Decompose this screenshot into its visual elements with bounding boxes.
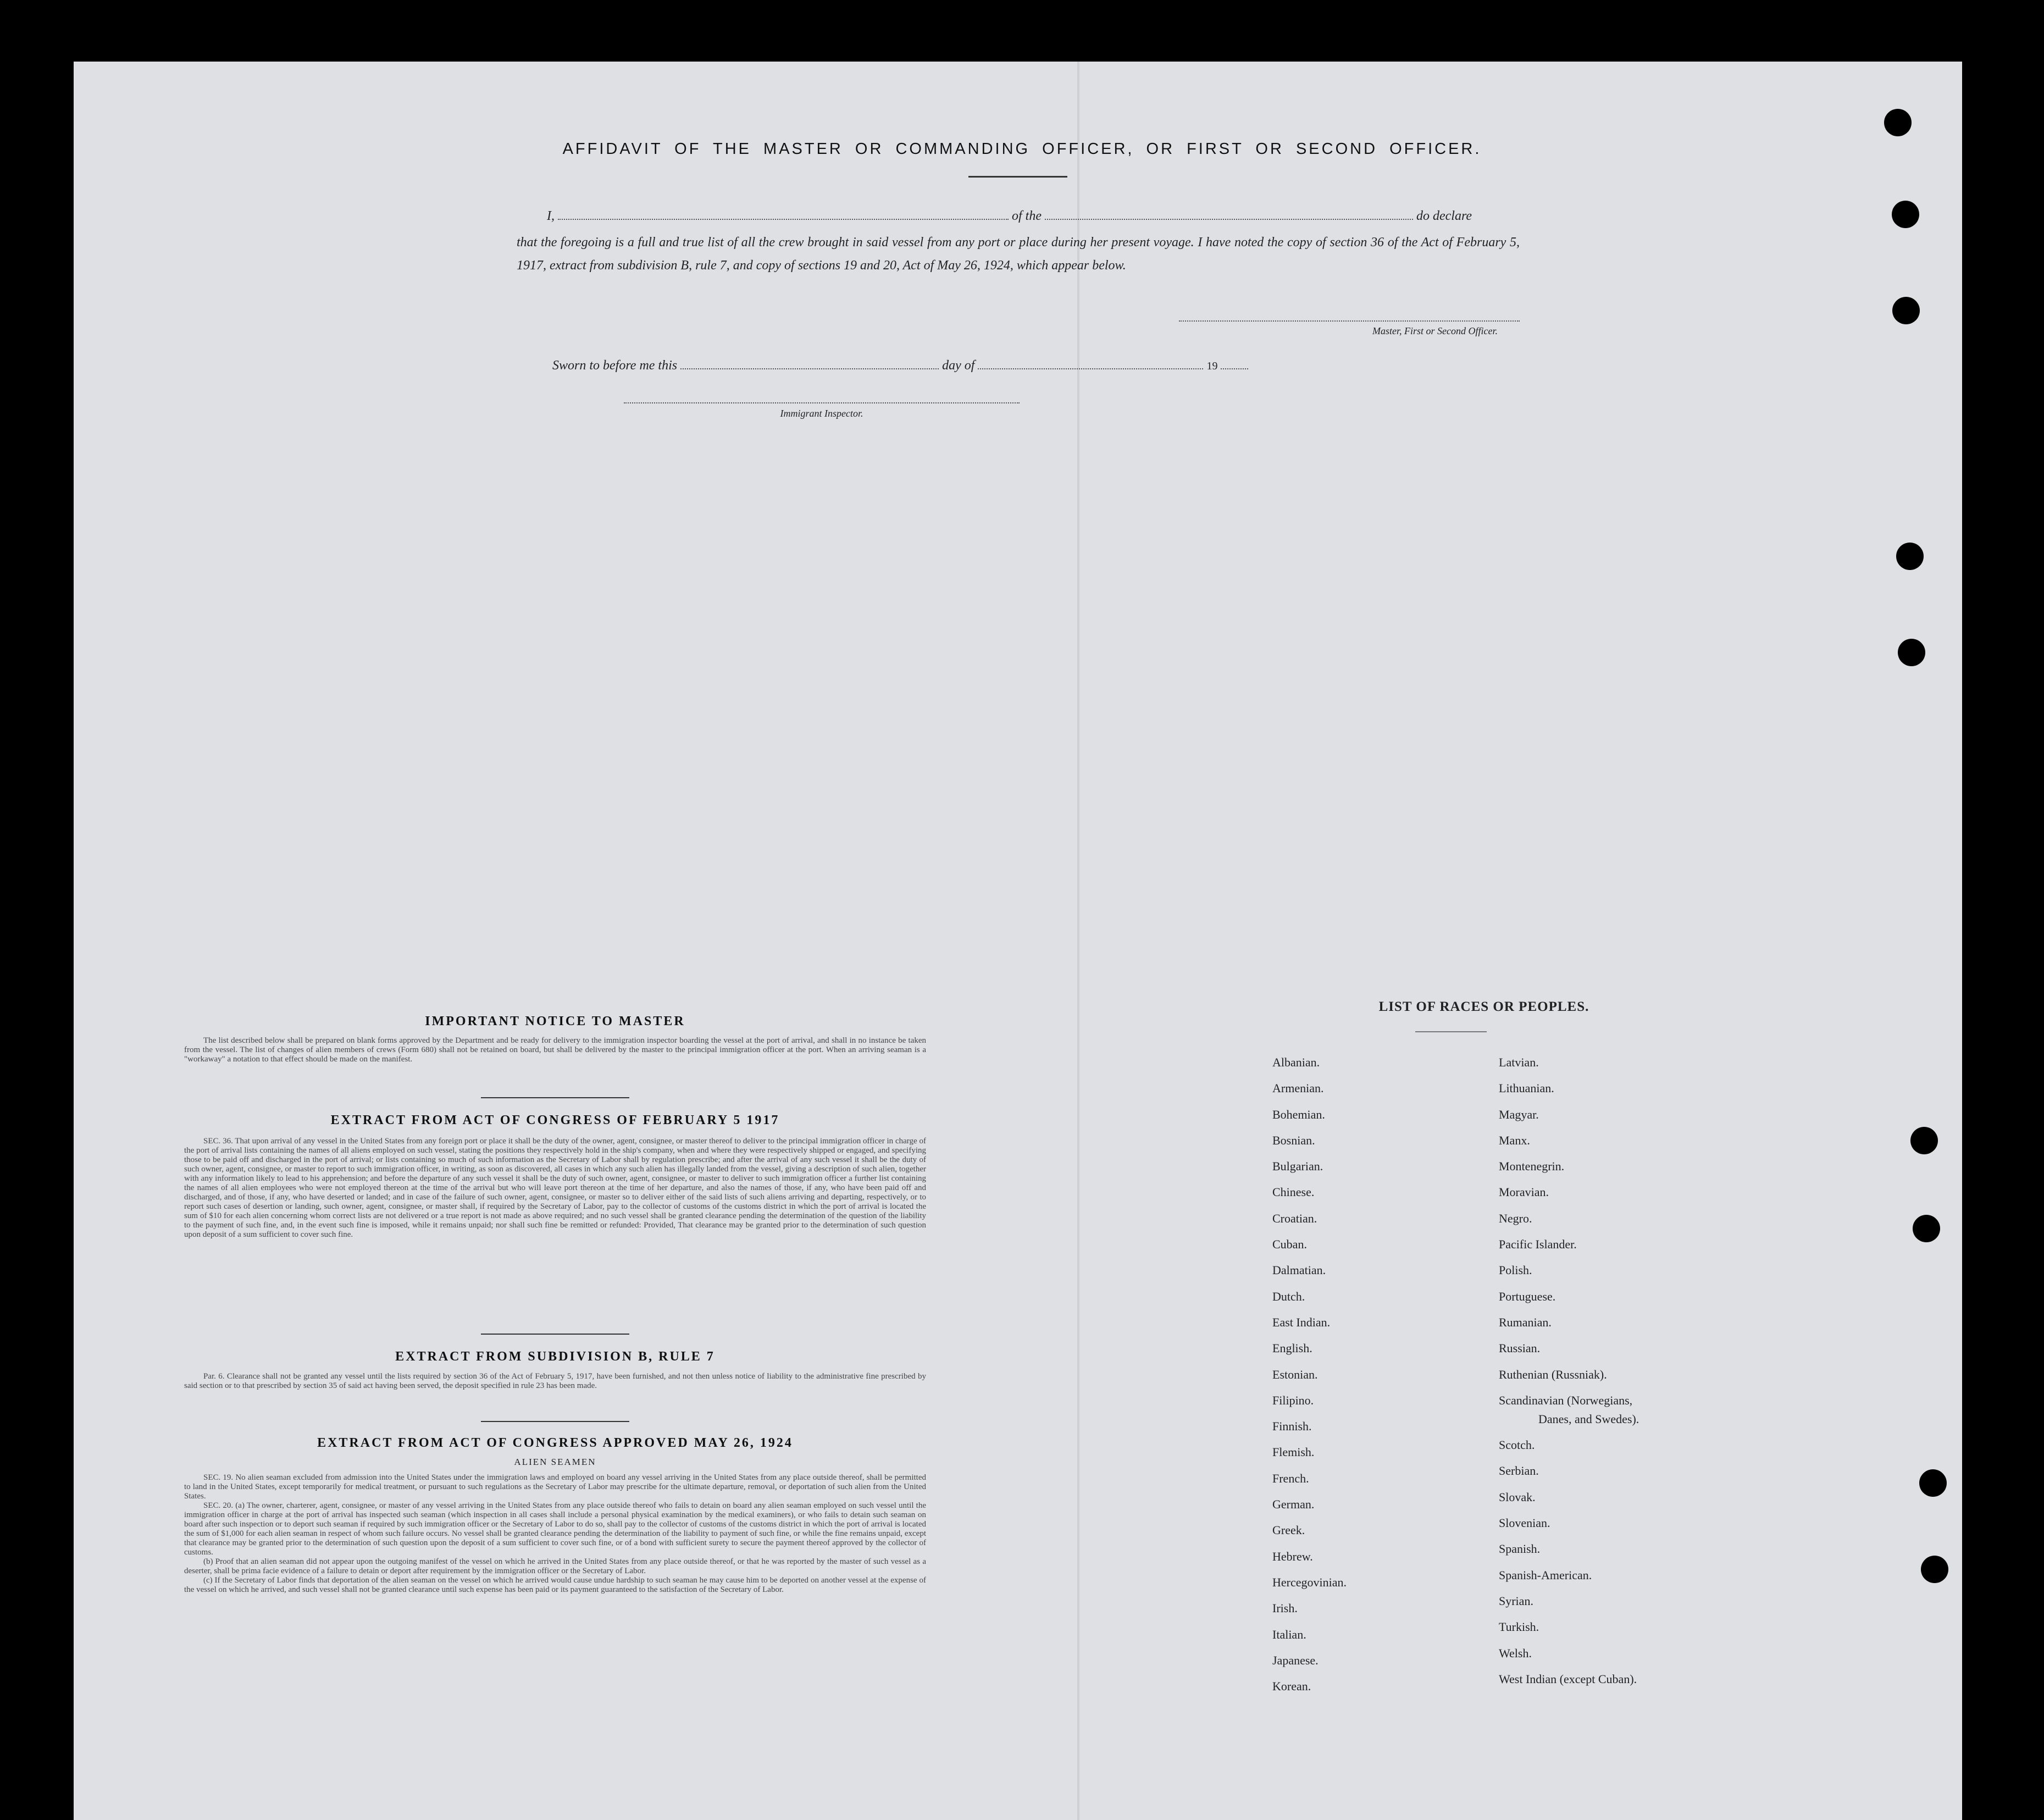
race-item: French. [1272,1471,1309,1485]
race-item: Serbian. [1499,1464,1539,1478]
affidavit-title: AFFIDAVIT OF THE MASTER OR COMMANDING OFFICER, OR FIRST OR SECOND OFFICER. [562,140,1482,158]
race-item: Albanian. [1272,1055,1320,1069]
sec-20c-paragraph: (c) If the Secretary of Labor finds that deportation of the alien seaman on the vessel on which he arrived would cause undue hardship to such seaman he may cause him to be deported on another vessel at the expense of the vessel on which he arrived, and such vessel shall not be granted clearance until such expense has been paid or its payment guaranteed to the satisfaction of the Secretary of Labor. [184,1576,926,1594]
race-item: Bosnian. [1272,1133,1315,1147]
race-item: Rumanian. [1499,1315,1552,1329]
punch-hole [1921,1556,1948,1583]
notice-title: IMPORTANT NOTICE TO MASTER [425,1014,685,1028]
punch-hole [1884,109,1912,136]
inspector-signature-field[interactable] [624,402,1020,403]
punch-hole [1896,543,1924,570]
race-item: Turkish. [1499,1620,1539,1634]
race-item: Spanish. [1499,1542,1541,1556]
races-column-1 [1272,1055,1347,1705]
name-field[interactable] [558,208,1009,220]
race-item: Slovenian. [1499,1516,1550,1530]
race-item: Estonian. [1272,1367,1318,1381]
punch-hole [1898,639,1925,666]
sworn-day-field[interactable] [680,357,939,369]
master-signature-label: Master, First or Second Officer. [1372,325,1498,336]
race-item: German. [1272,1497,1315,1512]
subdivision-text [184,1372,926,1391]
sec-19-paragraph: SEC. 19. No alien seaman excluded from admission into the United States under the immigration laws and employed on board any vessel arriving in the United States from any place outside thereof, shall be permitted to land in the United States, except temporarily for medical treatment, or pursuant to such regulations as the Secretary of Labor may prescribe for the ultimate departure, removal, or deportation of such alien from the United States. [184,1473,926,1501]
race-item: Japanese. [1272,1653,1319,1667]
sworn-year-field[interactable] [1221,357,1248,369]
race-item: Welsh. [1499,1646,1532,1660]
sworn-label: Sworn to before me this [552,358,678,373]
section-rule [481,1334,629,1335]
race-item: West Indian (except Cuban). [1499,1672,1637,1686]
race-item: Pacific Islander. [1499,1237,1577,1252]
section-rule [481,1097,629,1098]
race-item: Montenegrin. [1499,1159,1565,1174]
race-item: Scotch. [1499,1438,1535,1452]
sworn-line [552,357,1248,373]
punch-hole [1892,297,1920,324]
master-signature-field[interactable] [1179,320,1520,322]
extract-1924-text [184,1473,926,1595]
par-6-paragraph: Par. 6. Clearance shall not be granted any vessel until the lists required by section 36 of the Act of February 5, 1917, have been furnished, and not then unless notice of liability to the administrative fine prescribed by said section or to that prescribed by section 35 of said act having been served, the deposit specified in rule 23 has been made. [184,1372,926,1390]
race-item: East Indian. [1272,1315,1331,1329]
race-item: Italian. [1272,1627,1306,1641]
extract-1917-text [184,1137,926,1240]
race-item: Ruthenian (Russniak). [1499,1367,1607,1381]
do-declare-label: do declare [1416,209,1472,223]
race-item: Hercegovinian. [1272,1575,1347,1589]
race-item: Cuban. [1272,1237,1307,1252]
race-item: Danes, and Swedes). [1538,1412,1639,1426]
races-column-2 [1499,1055,1639,1698]
inspector-signature-label: Immigrant Inspector. [780,408,863,419]
sec-20a-paragraph: SEC. 20. (a) The owner, charterer, agent, consignee, or master of any vessel arriving in the United States from any place outside thereof who fails to detain on board any alien seaman employed on such vessel until the immigration officer in charge at the port of arrival has inspected such seaman (which inspection in all cases shall include a personal physical examination by the medical examiners), or who fails to detain such seaman on board after such inspection or to deport such seaman if required by such immigration officer or the Secretary of Labor to do so, shall pay to the collector of customs of the customs district in which the port of arrival is located the sum of $1,000 for each alien seaman in respect of whom such failure occurs. No vessel shall be granted clearance pending the determination of the liability to payment of such fine, or while the fine remains unpaid, except that clearance may be granted prior to the determination of such question upon the deposit of a sum sufficient to cover such fine, or of a bond with sufficient surety to secure the payment thereof approved by the collector of customs. [184,1501,926,1557]
declarant-line [547,208,1520,224]
race-item: Lithuanian. [1499,1081,1554,1096]
race-item: Syrian. [1499,1594,1533,1608]
notice-text [184,1036,926,1064]
race-item: Dutch. [1272,1289,1305,1303]
race-item: Portuguese. [1499,1289,1556,1303]
alien-seamen-subtitle: ALIEN SEAMEN [514,1457,596,1467]
race-item: Scandinavian (Norwegians, [1499,1393,1633,1407]
race-item: Hebrew. [1272,1549,1313,1563]
day-of-label: day of [942,358,975,373]
race-item: Polish. [1499,1263,1532,1277]
section-36-paragraph: SEC. 36. That upon arrival of any vessel in the United States from any foreign port or place it shall be the duty of the owner, agent, consignee, or master thereof to deliver to the principal immigration officer in charge of the port of arrival lists containing the names of all aliens employed on such vessel, stating the positions they respectively hold in the ship's company, when and where they were respectively shipped or engaged, and specifying those to be paid off and discharged in the port of arrival; or lists containing so much of such information as the Secretary of Labor shall by regulation prescribe; and after the arrival of any such vessel it shall be the duty of such owner, agent, consignee, or master to report to such immigration officer, in writing, as soon as discovered, all cases in which any such alien has illegally landed from the vessel, giving a description of such alien, together with any information likely to lead to his apprehension; and before the departure of any such vessel it shall be the duty of such owner, agent, consignee, or master to deliver to such immigration officer a further list containing the names of all alien employees who were not employed thereon at the time of the arrival but who will leave port thereon at the time of her departure, and also the names of those, if any, who have been paid off and discharged, and of those, if any, who have deserted or landed; and in case of the failure of such owner, agent, consignee, or master so to deliver either of the said lists of such aliens arriving and departing, respectively, or to report such cases of desertion or landing, such owner, agent, consignee, or master shall, if required by the Secretary of Labor, pay to the collector of customs of the customs district in which the port of arrival is located the sum of $10 for each alien concerning whom correct lists are not delivered or a true report is not made as above required; and no such vessel shall be granted clearance pending the determination of the question of the liability to the payment of such fine, and, in the event such fine is imposed, while it remains unpaid; nor shall such fine be remitted or refunded: Provided, That clearance may be granted prior to the determination of such question upon deposit of a sum sufficient to cover such fine. [184,1137,926,1239]
race-item: Irish. [1272,1601,1298,1616]
race-item: Negro. [1499,1211,1532,1225]
race-item: Dalmatian. [1272,1263,1326,1277]
sec-20b-paragraph: (b) Proof that an alien seaman did not appear upon the outgoing manifest of the vessel on which he arrived in the United States from any place outside thereof, or that he was reported by the master of such vessel as a deserter, shall be prima facie evidence of a failure to detain or deport after requirement by the immigration officer or the Secretary of Labor. [184,1557,926,1575]
race-item: Filipino. [1272,1393,1314,1407]
extract-1917-title: EXTRACT FROM ACT OF CONGRESS OF FEBRUARY 5 1917 [330,1113,780,1127]
punch-hole [1910,1127,1938,1154]
punch-hole [1913,1215,1940,1242]
race-item: Bulgarian. [1272,1159,1323,1174]
race-item: Greek. [1272,1523,1305,1537]
page-fold [1077,62,1079,1820]
races-rule [1415,1031,1487,1032]
declaration-text: that the foregoing is a full and true list of all the crew brought in said vessel from any port or place during her present voyage. I have noted the copy of section 36 of the Act of February 5, 1917, extract from subdivision B, rule 7, and copy of sections 19 and 20, Act of May 26, 1924, which appear below. [517,235,1520,273]
vessel-field[interactable] [1045,208,1413,220]
of-the-label: of the [1012,209,1042,223]
race-item: Finnish. [1272,1419,1312,1434]
race-item: Croatian. [1272,1211,1317,1225]
sworn-month-field[interactable] [978,357,1203,369]
race-item: Manx. [1499,1133,1530,1147]
extract-1924-title: EXTRACT FROM ACT OF CONGRESS APPROVED MAY 26, 1924 [317,1436,793,1450]
races-title: LIST OF RACES OR PEOPLES. [1378,999,1589,1014]
race-item: English. [1272,1341,1312,1356]
i-label: I, [547,209,555,223]
race-item: Spanish-American. [1499,1568,1592,1582]
race-item: Latvian. [1499,1055,1539,1069]
race-item: Magyar. [1499,1107,1539,1121]
notice-paragraph: The list described below shall be prepared on blank forms approved by the Department and be ready for delivery to the immigration inspector boarding the vessel at the port of arrival, and shall in no instance be taken from the vessel. The list of changes of alien members of crews (Form 680) shall not be retained on board, but shall be delivered by the master to the principal immigration officer at the port. When an arriving seaman is a "workaway" a notation to that effect should be made on the manifest. [184,1036,926,1064]
punch-hole [1892,201,1919,228]
title-rule [968,176,1067,178]
race-item: Bohemian. [1272,1107,1325,1121]
race-item: Armenian. [1272,1081,1324,1096]
punch-hole [1919,1469,1947,1497]
year-label: 19 [1206,360,1218,372]
race-item: Moravian. [1499,1185,1549,1199]
race-item: Russian. [1499,1341,1541,1356]
subdivision-title: EXTRACT FROM SUBDIVISION B, RULE 7 [395,1349,715,1364]
race-item: Korean. [1272,1679,1311,1694]
race-item: Chinese. [1272,1185,1315,1199]
race-item: Slovak. [1499,1490,1536,1504]
section-rule [481,1421,629,1422]
race-item: Flemish. [1272,1445,1315,1459]
